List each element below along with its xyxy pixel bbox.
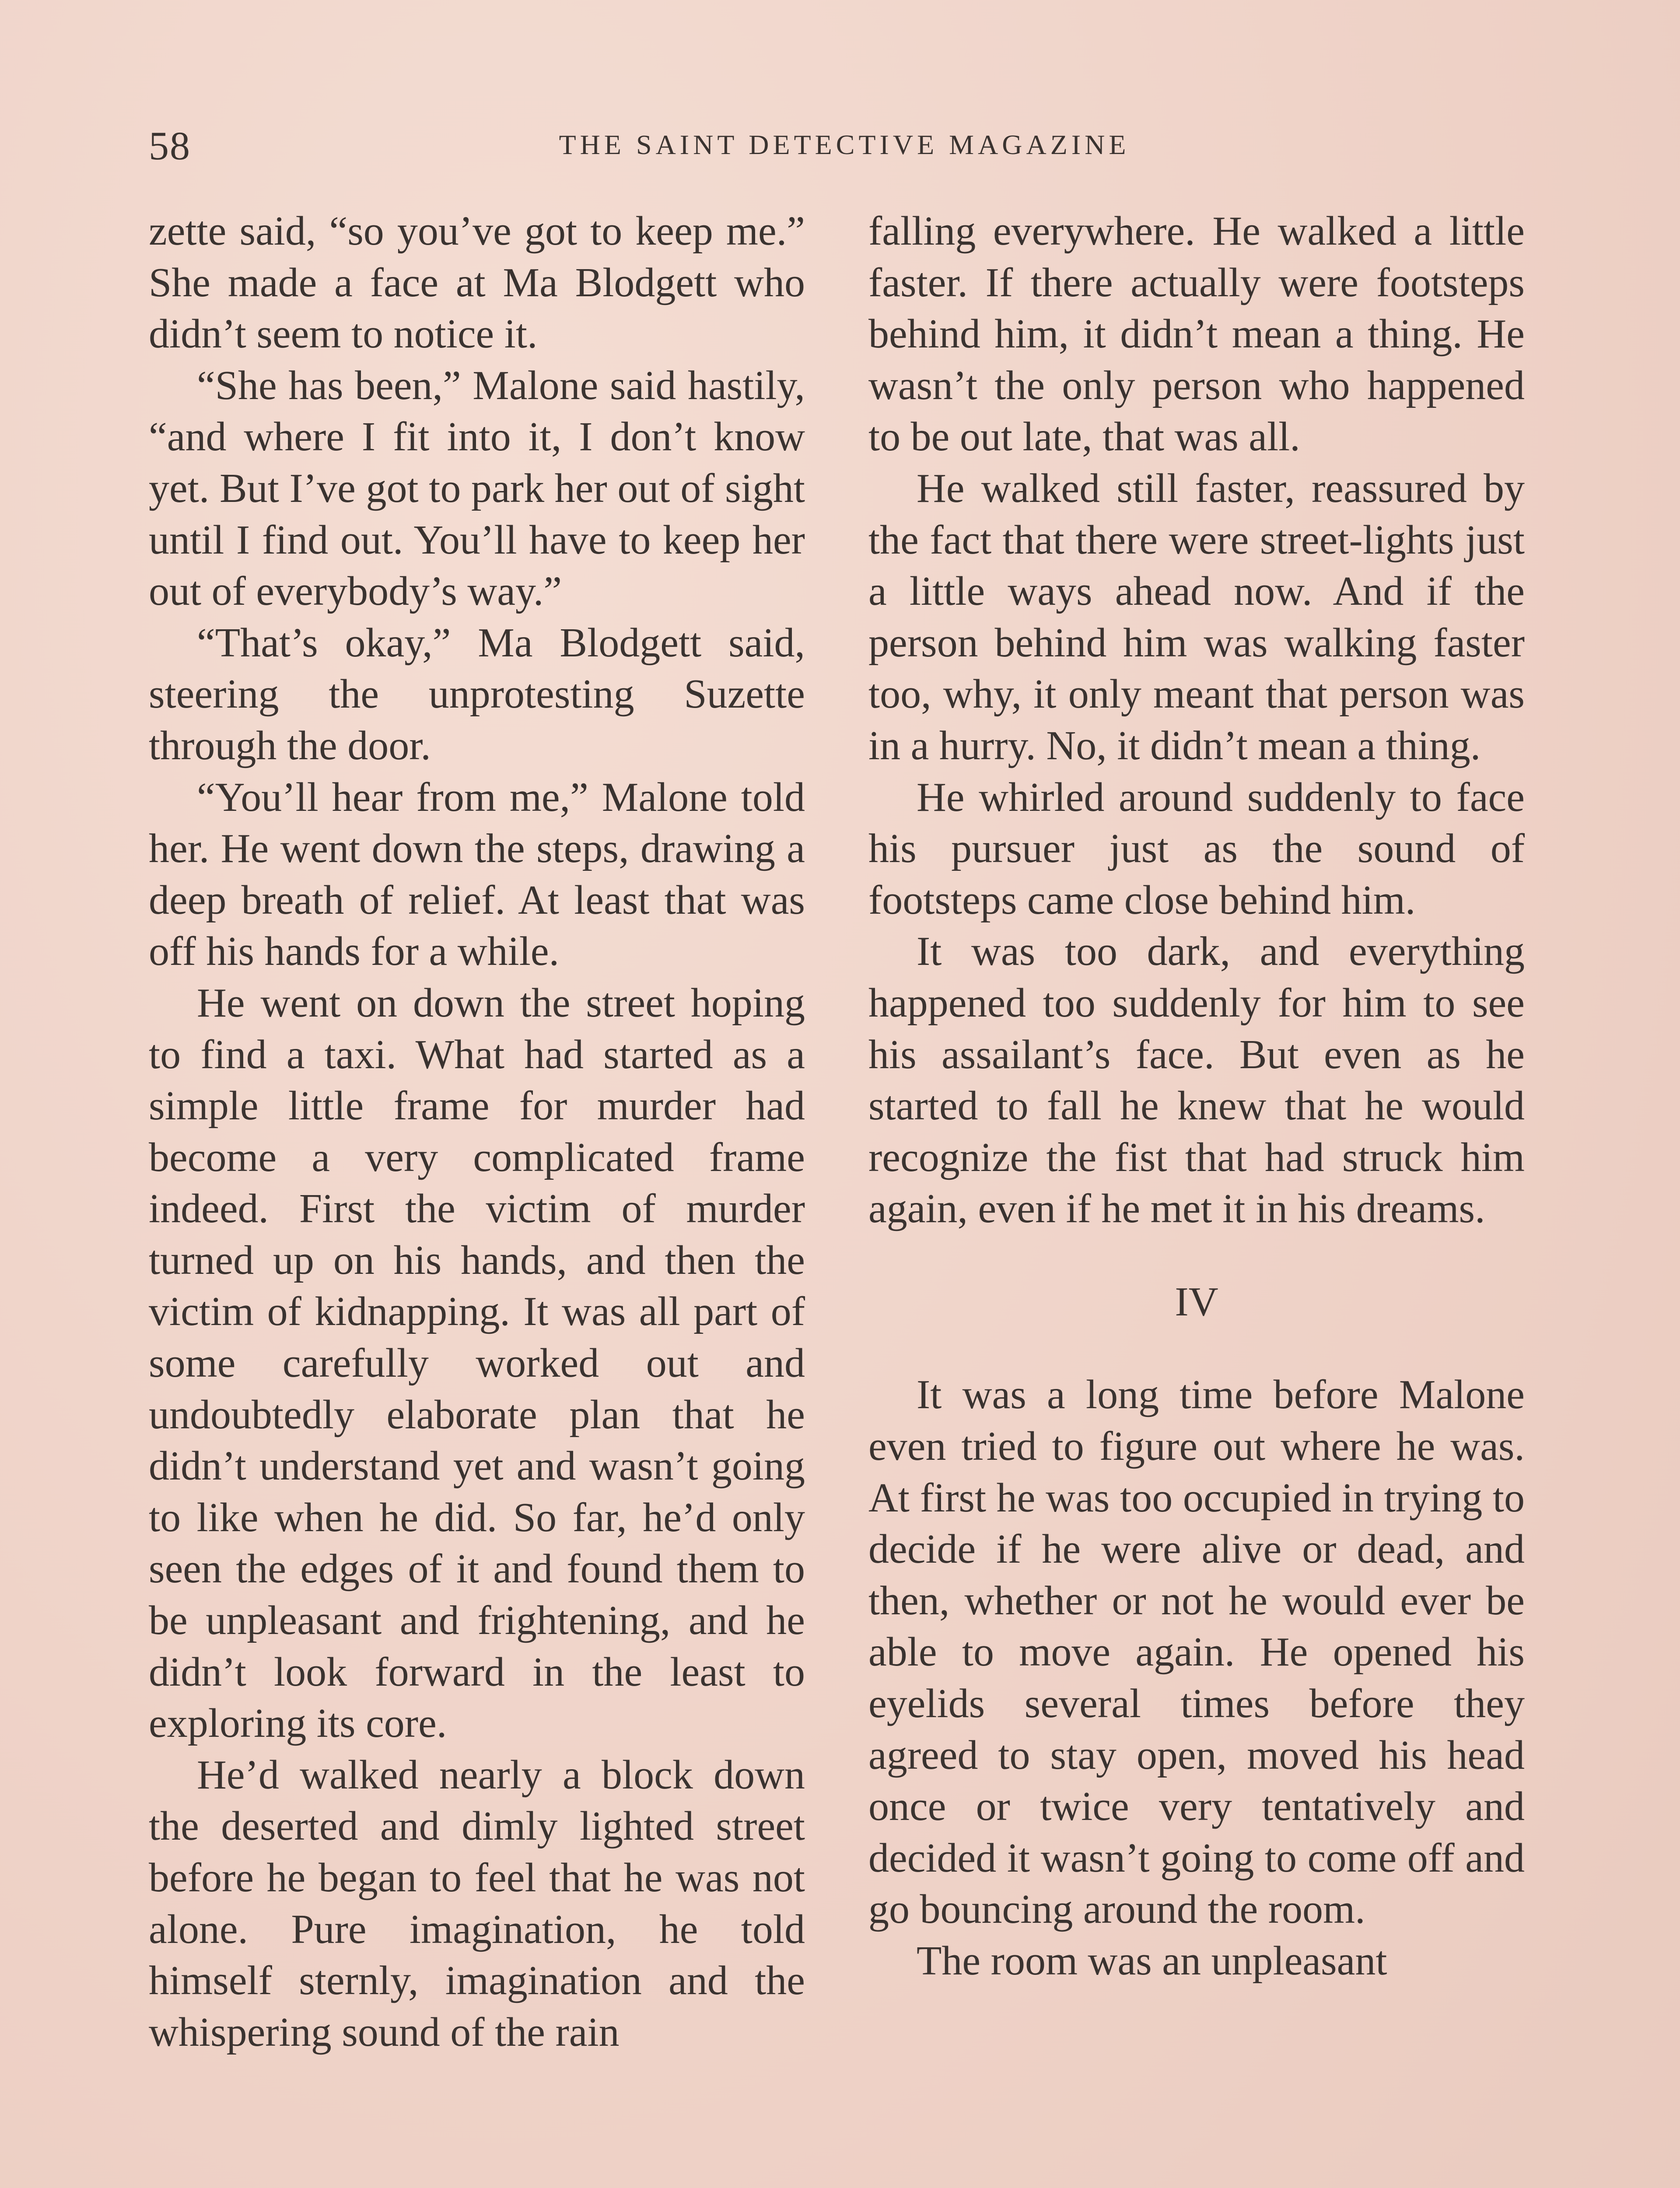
paragraph: He went on down the street hoping to find a taxi. What had started as a simple little frame for murder had become a very complicated frame indeed. First the victim of murder turned up on his hands, and then the victim of kidnapping. It was all part of some carefully worked out and undoubtedly elaborate plan that he didn’t understand yet and wasn’t going to like when he did. So far, he’d only seen the edges of it and found them to be unpleasant and frightening, and he didn’t look forward in the least to exploring its core. bbox=[149, 980, 805, 1746]
page-number: 58 bbox=[149, 123, 191, 168]
section-heading: IV bbox=[1175, 1279, 1218, 1325]
page-header bbox=[149, 123, 1540, 179]
left-column bbox=[149, 206, 805, 2058]
paragraph: He whirled around suddenly to face his pursuer just as the sound of footsteps came close behind him. bbox=[868, 774, 1525, 923]
paragraph: “You’ll hear from me,” Malone told her. He went down the steps, drawing a deep breath of relief. At least that was off his hands for a while. bbox=[149, 774, 805, 975]
paragraph: He’d walked nearly a block down the deserted and dimly lighted street before he began to feel that he was not alone. Pure imagination, he told himself sternly, imagination and the whispering sound of the rain bbox=[149, 1752, 805, 2055]
paragraph: falling everywhere. He walked a little faster. If there actually were footsteps behind him, it didn’t mean a thing. He wasn’t the only person who happened to be out late, that was all. bbox=[868, 208, 1525, 460]
paragraph: The room was an unpleasant bbox=[917, 1938, 1387, 1984]
paragraph: It was a long time before Malone even tried to figure out where he was. At first he was too occupied in trying to decide if he were alive or dead, and then, whether or not he would ever be able to move again. He opened his eyelids several times before they agreed to stay open, moved his head once or twice very tentatively and decided it wasn’t going to come off and go bouncing around the room. bbox=[868, 1372, 1525, 1932]
right-column bbox=[868, 206, 1525, 1987]
running-head: THE SAINT DETECTIVE MAGAZINE bbox=[559, 129, 1130, 160]
paragraph: It was too dark, and everything happened too suddenly for him to see his assailant’s face. But even as he started to fall he knew that he would recognize the fist that had struck him again, even if he met it in his dreams. bbox=[868, 929, 1525, 1232]
paragraph: He walked still faster, reassured by the fact that there were street-lights just a little ways ahead now. And if the person behind him was walking faster too, why, it only meant that person was in a hurry. No, it didn’t mean a thing. bbox=[868, 465, 1525, 768]
paragraph: “That’s okay,” Ma Blodgett said, steering the unprotesting Suzette through the door. bbox=[149, 620, 805, 768]
paragraph: zette said, “so you’ve got to keep me.” She made a face at Ma Blodgett who didn’t seem to notice it. bbox=[149, 208, 805, 357]
paragraph: “She has been,” Malone said hastily, “and where I fit into it, I don’t know yet. But I’ve got to park her out of sight until I find out. You’ll have to keep her out of everybody’s way.” bbox=[149, 362, 805, 614]
